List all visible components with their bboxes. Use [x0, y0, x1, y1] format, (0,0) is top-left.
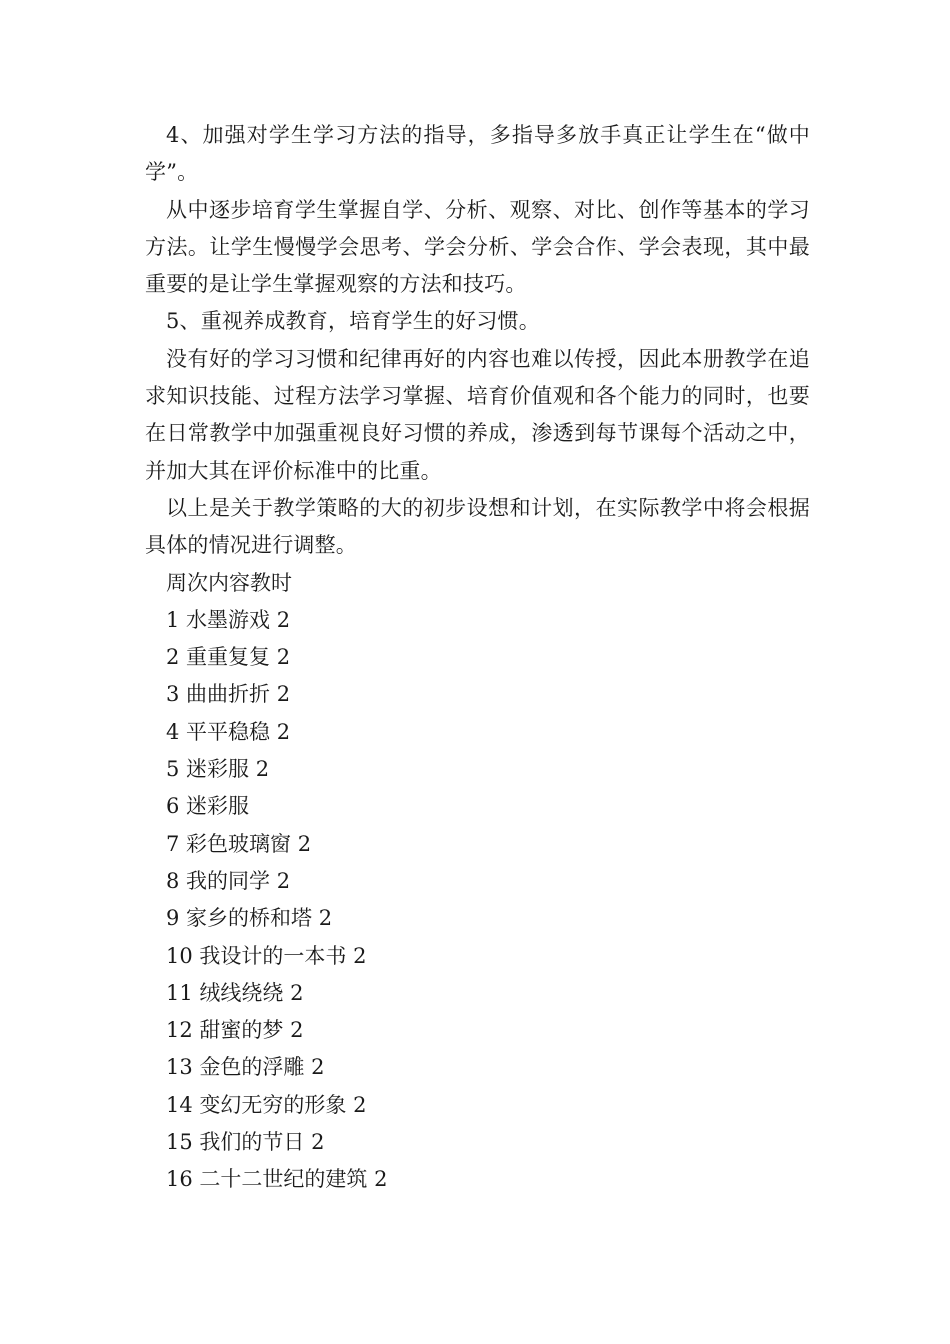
- schedule-list: [145, 565, 810, 1199]
- schedule-item: 2 重重复复 2: [166, 645, 291, 670]
- schedule-item: 15 我们的节日 2: [166, 1130, 325, 1155]
- document-page: [145, 117, 810, 1199]
- schedule-item: 1 水墨游戏 2: [166, 607, 291, 632]
- schedule-header: 周次内容教时: [166, 570, 292, 595]
- schedule-item: 14 变幻无穷的形象 2: [166, 1092, 367, 1117]
- paragraph-habit-heading: 5、重视养成教育，培育学生的好习惯。: [166, 309, 540, 334]
- schedule-item: 3 曲曲折折 2: [166, 682, 291, 707]
- schedule-item: 16 二十二世纪的建筑 2: [166, 1167, 388, 1192]
- schedule-item: 5 迷彩服 2: [166, 757, 270, 782]
- schedule-item: 11 绒线绕绕 2: [166, 980, 304, 1005]
- paragraph-summary: 以上是关于教学策略的大的初步设想和计划，在实际教学中将会根据具体的情况进行调整。: [145, 495, 810, 558]
- schedule-item: 7 彩色玻璃窗 2: [166, 831, 312, 856]
- paragraph-method-guidance: 4、加强对学生学习方法的指导，多指导多放手真正让学生在“做中学”。: [145, 123, 810, 185]
- schedule-item: 12 甜蜜的梦 2: [166, 1018, 304, 1043]
- schedule-item: 13 金色的浮雕 2: [166, 1055, 325, 1080]
- schedule-item: 8 我的同学 2: [166, 868, 291, 893]
- schedule-item: 10 我设计的一本书 2: [166, 943, 367, 968]
- paragraph-habit-detail: 没有好的学习习惯和纪律再好的内容也难以传授，因此本册教学在追求知识技能、过程方法学习掌握、培育价值观和各个能力的同时，也要在日常教学中加强重视良好习惯的养成，渗透到每节课每个活动之中，并加大其在评价标准中的比重。: [145, 346, 810, 483]
- paragraph-basic-methods: 从中逐步培育学生掌握自学、分析、观察、对比、创作等基本的学习方法。让学生慢慢学会思考、学会分析、学会合作、学会表现，其中最重要的是让学生掌握观察的方法和技巧。: [145, 197, 810, 297]
- schedule-item: 9 家乡的桥和塔 2: [166, 906, 333, 931]
- schedule-item: 4 平平稳稳 2: [166, 719, 291, 744]
- schedule-item: 6 迷彩服: [166, 794, 250, 819]
